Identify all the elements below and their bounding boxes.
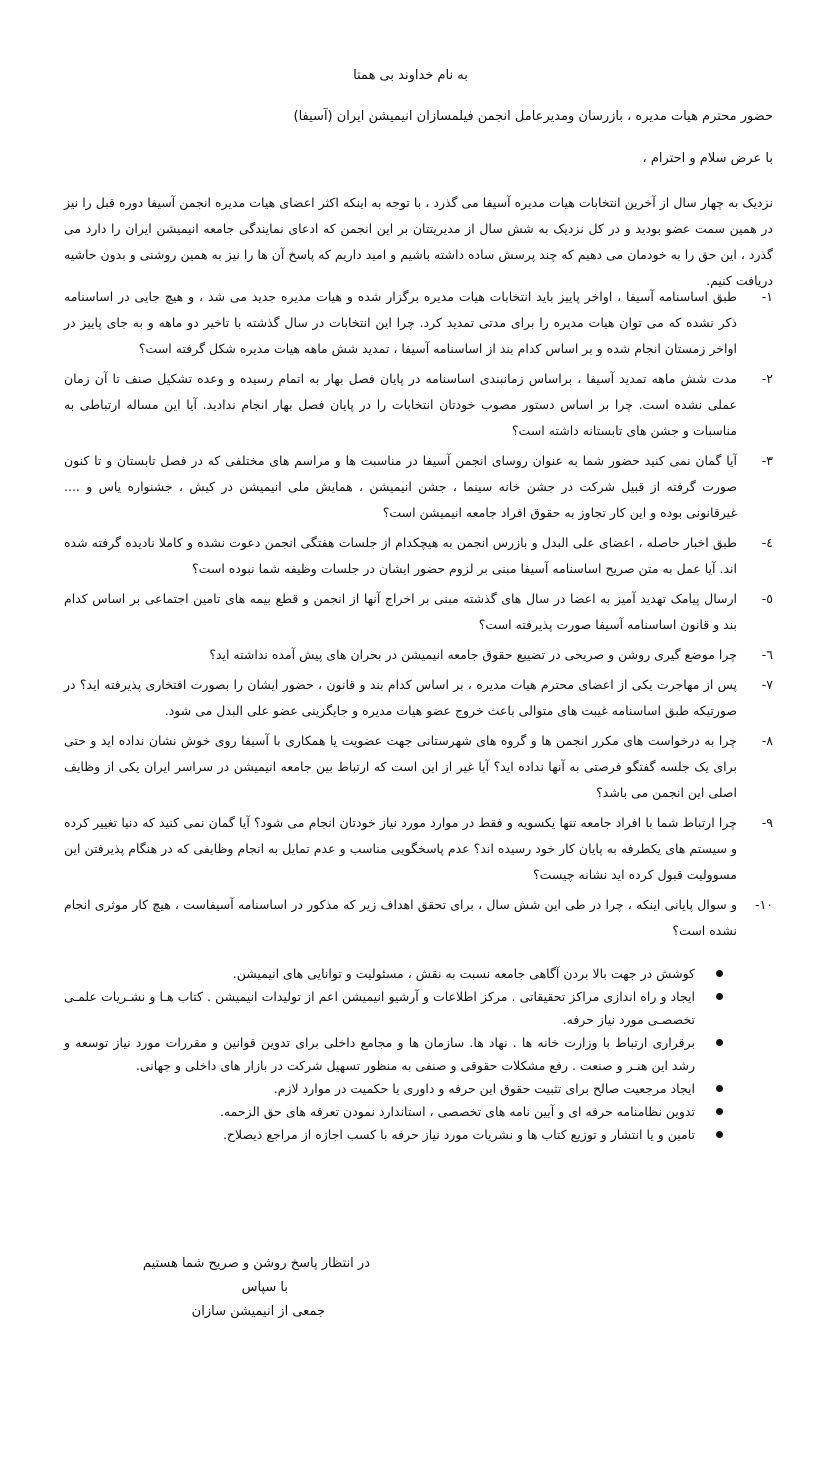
question-text: چرا به درخواست های مکرر انجمن ها و گروه های شهرستانی جهت عضویت یا همکاری با آسیفا روی خوش نشان نداده اید و حتی برای یک جلسه گفتگو فرصتی به آنها نداده اید؟ آیا غیر از این است که ارتباط بین جامعه انیمیشن در سراسر ایران یکی از وظایف اصلی این انجمن می باشد؟ [64,733,737,800]
question-text: و سوال پایانی اینکه ، چرا در طی این شش سال ، برای تحقق اهداف زیر که مذکور در اساسنامه آسیفاست ، هیچ کار موثری انجام نشده است؟ [64,897,737,938]
question-number: ۲- [761,371,773,386]
closing-line: در انتظار پاسخ روشن و صریح شما هستیم [142,1256,370,1271]
question-text: طبق اساسنامه آسیفا ، اواخر پاییز باید انتخابات هیات مدیره برگزار شده و هیات مدیره جدید می شد ، و هیچ جایی در اساسنامه ذکر نشده که می توان هیات مدیره را برای مدتی تمدید کرد. چرا این انتخابات در سال گذشته با تاخیر دو ماهه و به جای پاییز در اواخر زمستان انجام شده و بر اساس کدام بند از اساسنامه آسیفا ، تمدید شش ماهه هیات مدیره شکل گرفته است؟ [64,289,737,356]
question-item [64,728,773,806]
question-number: ٧- [761,677,773,692]
question-number: ۱۰- [755,897,773,912]
bullet-icon [716,1039,723,1046]
question-number: ٦- [761,647,773,662]
question-item [64,366,773,444]
question-number: ٤- [761,535,773,550]
question-number: ۳- [761,453,773,468]
closing-signature: جمعی از انیمیشن سازان [191,1304,325,1319]
question-text: چرا موضع گیری روشن و صریحی در تضییع حقوق جامعه انیمیشن در بحران های پیش آمده نداشته اید؟ [209,647,737,662]
question-item [64,642,773,668]
bullet-icon [716,1131,723,1138]
bullet-icon [716,1108,723,1115]
question-item [64,672,773,724]
question-text: طبق اخبار حاصله ، اعضای علی البدل و بازرس انجمن به هیچکدام از جلسات هفتگی انجمن دعوت نشده و کاملا نادیده گرفته شده اند. آیا عمل به متن صریح اساسنامه آسیفا مبنی بر لزوم حضور ایشان در جلسات وظیفه شما نبوده است؟ [64,535,737,576]
goal-text: ایجاد و راه اندازی مراکز تحقیقاتی . مرکز اطلاعات و آرشیو انیمیشن اعم از تولیدات انیمیشن . کتاب هـا و نشـریات علمـی تخصصـی مورد نیاز حرفه. [64,989,695,1027]
question-text: آیا گمان نمی کنید حضور شما به عنوان روسای انجمن آسیفا در مناسبت ها و مراسم های مختلفی که در فصل تابستان و تا کنون صورت گرفته از قبیل شرکت در جشن خانه سینما ، جشن انیمیشن ، همایش ملی انیمیشن در کیش ، جشنواره یاس و .... غیرقانونی بوده و این کار تجاوز به حقوق افراد جامعه انیمیشن است؟ [64,453,737,520]
intro-paragraph: نزدیک به چهار سال از آخرین انتخابات هیات مدیره آسیفا می گذرد ، با توجه به اینکه اکثر اعضای هیات مدیره انجمن آسیفا دوره قبل را نیز در همین سمت عضو بودید و در کل نزدیک به شش سال از مدیریتتان بر این انجمن که ادعای نمایندگی جامعه انیمیشن ایران را دارد می گذرد ، این حق را به خودمان می دهیم که چند پرسش ساده داشته باشیم و امید داریم که پاسخ آن ها را نیز به همین روشنی و بدون حاشیه دریافت کنیم. [64,195,773,288]
question-number: ٥- [761,591,773,606]
question-text: چرا ارتباط شما با افراد جامعه تنها یکسویه و فقط در موارد مورد نیاز خودتان انجام می شود؟ آیا گمان نمی کنید که دنیا تغییر کرده و سیستم های یکطرفه به پایان کار خود رسیده اند؟ عدم پاسخگویی مناسب و عدم تمایل به انجام وظایفی که در هنگام پذیرفتن این مسوولیت قبول کرده اید نشانه چیست؟ [64,815,737,882]
question-item [64,448,773,526]
question-text: پس از مهاجرت یکی از اعضای محترم هیات مدیره ، بر اساس کدام بند و قانون ، حضور ایشان را بصورت افتخاری پذیرفته اید؟ در صورتیکه طبق اساسنامه غیبت های متوالی باعث خروج عضو هیات مدیره و جایگزینی عضو علی البدل می شود. [64,677,737,718]
goal-text: ایجاد مرجعیت صالح برای تثبیت حقوق این حرفه و داوری یا حکمیت در موارد لازم. [273,1081,695,1096]
question-item [64,530,773,582]
question-text: ارسال پیامک تهدید آمیز به اعضا در سال های گذشته مبنی بر اخراج آنها از انجمن و قطع بیمه های تامین اجتماعی بر اساس کدام بند و قانون اساسنامه آسیفا صورت پذیرفته است؟ [64,591,737,632]
letter-addressee: حضور محترم هیات مدیره ، بازرسان ومدیرعامل انجمن فیلمسازان انیمیشن ایران (آسیفا) [293,109,773,124]
letter-greeting: با عرض سلام و احترام ، [642,151,773,166]
goal-item [64,1031,725,1077]
goal-text: تدوین نظامنامه حرفه ای و آیین نامه های تخصصی ، استاندارد نمودن تعرفه های حق الزحمه. [219,1104,695,1119]
question-item [64,284,773,362]
letter-heading: به نام خداوند بی همتا [353,68,468,83]
question-text: مدت شش ماهه تمدید آسیفا ، براساس زمانبندی اساسنامه در پایان فصل بهار به اتمام رسیده و وعده تشکیل صنف تا آن زمان عملی نشده است. چرا بر اساس دستور مصوب خودتان انتخابات را در پایان فصل بهار انجام ندادید. آیا این مساله ارتباطی به مناسبات و جشن های تابستانه داشته است؟ [64,371,737,438]
goal-item [64,1123,725,1146]
questions-list [64,284,773,948]
goal-item [64,1077,725,1100]
letter-closing [142,1252,370,1324]
question-number: ۱- [761,289,773,304]
question-item [64,810,773,888]
question-item [64,586,773,638]
goal-text: تامین و یا انتشار و توزیع کتاب ها و نشریات مورد نیاز حرفه با کسب اجازه از مراجع ذیصلاح. [222,1127,695,1142]
question-item [64,892,773,944]
question-number: ٩- [761,815,773,830]
goal-text: کوشش در جهت بالا بردن آگاهی جامعه نسبت به نقش ، مسئولیت و توانایی های انیمیشن. [232,966,695,981]
bullet-icon [716,970,723,977]
goal-item [64,1100,725,1123]
goal-text: برقراری ارتباط با وزارت خانه ها . نهاد ها. سازمان ها و مجامع داخلی برای تدوین قوانین و مقررات مورد نیاز توسعه و رشد این هنـر و صنعت . رفع مشکلات حقوقی و صنفی به منظور تسهیل شرکت در بازار های داخلی و جهانی. [64,1035,695,1073]
bullet-icon [716,1085,723,1092]
goals-list [64,962,725,1146]
goal-item [64,985,725,1031]
goal-item [64,962,725,985]
closing-thanks: با سپاس [241,1280,288,1295]
question-number: ٨- [761,733,773,748]
bullet-icon [716,993,723,1000]
